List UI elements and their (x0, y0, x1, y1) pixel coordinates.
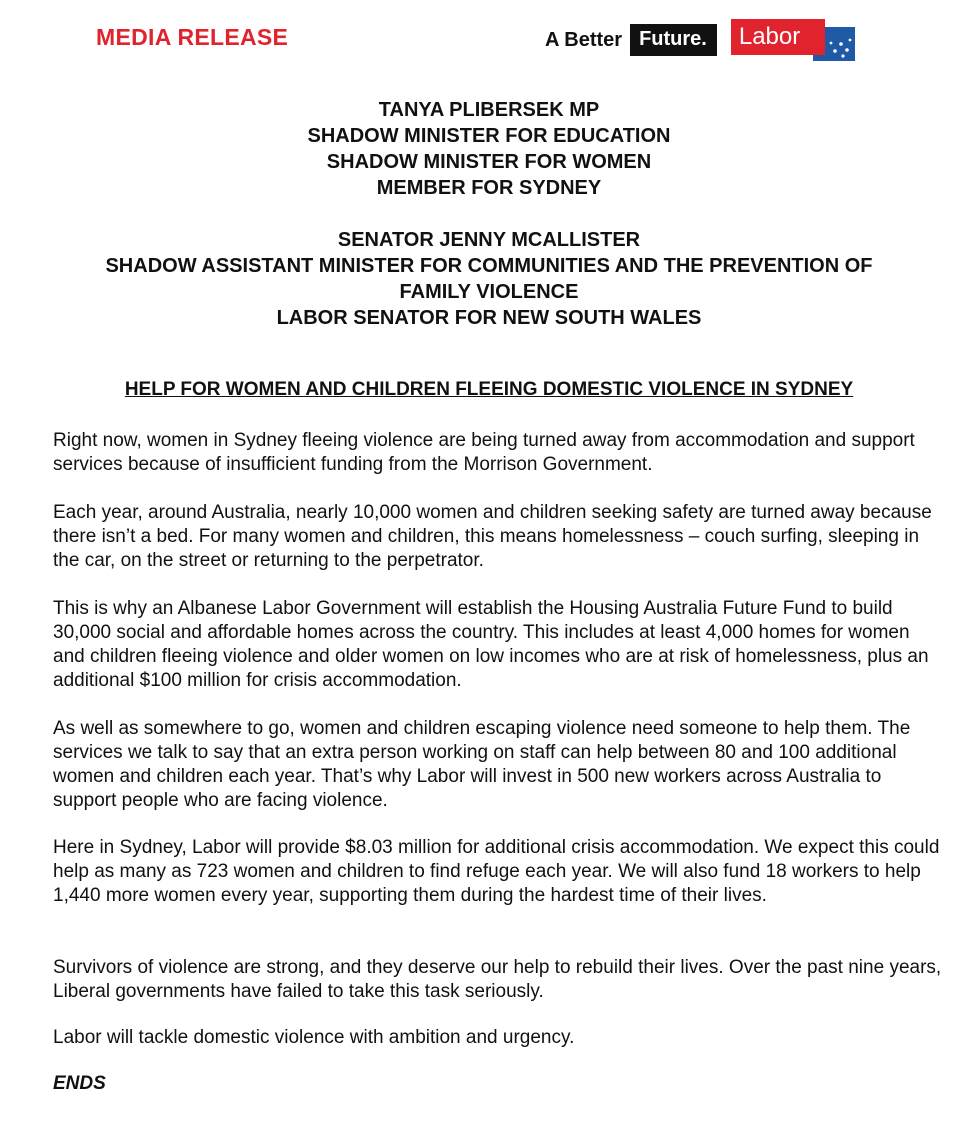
body-paragraph: Survivors of violence are strong, and they deserve our help to rebuild their lives. Over the past nine years, Liberal governments have failed to take this task seriously. (53, 957, 942, 1002)
minister-block-plibersek (0, 97, 978, 201)
tagline-text: A Better (545, 28, 623, 51)
member-title: LABOR SENATOR FOR NEW SOUTH WALES (276, 307, 702, 329)
ends-marker: ENDS (53, 1073, 106, 1094)
release-headline: HELP FOR WOMEN AND CHILDREN FLEEING DOMESTIC VIOLENCE IN SYDNEY (124, 379, 854, 400)
body-paragraph: Labor will tackle domestic violence with ambition and urgency. (53, 1027, 575, 1048)
member-name: SENATOR JENNY MCALLISTER (337, 229, 641, 251)
labor-logo-text: Labor (731, 19, 825, 55)
body-paragraph: Right now, women in Sydney fleeing violence are being turned away from accommodation and support services because of insufficient funding from the Morrison Government. (53, 430, 915, 475)
member-title: SHADOW ASSISTANT MINISTER FOR COMMUNITIES AND THE PREVENTION OF (105, 255, 873, 277)
member-title: SHADOW MINISTER FOR EDUCATION (307, 125, 671, 147)
member-title: FAMILY VIOLENCE (399, 281, 579, 303)
body-paragraph: Here in Sydney, Labor will provide $8.03 million for additional crisis accommodation. We expect this could help as many as 723 women and children to find refuge each year. We will also fund 18 workers to help 1,440 more women every year, supporting them during the hardest time of their lives. (53, 837, 940, 906)
future-badge: Future. (630, 24, 717, 56)
body-paragraph: As well as somewhere to go, women and children escaping violence need someone to help them. The services we talk to say that an extra person working on staff can help between 80 and 100 additional women and children each year. That’s why Labor will invest in 500 new workers across Australia to support people who are facing violence. (53, 718, 911, 811)
media-release-label: MEDIA RELEASE (96, 24, 289, 50)
body-paragraph: This is why an Albanese Labor Government will establish the Housing Australia Future Fund to build 30,000 social and affordable homes across the country. This includes at least 4,000 homes for women and children fleeing violence and older women on low incomes who are at risk of homelessness, plus an additional $100 million for crisis accommodation. (53, 598, 929, 691)
brand-header (545, 20, 855, 60)
minister-block-mcallister (0, 227, 978, 331)
member-name: TANYA PLIBERSEK MP (378, 99, 600, 121)
labor-logo (731, 19, 855, 61)
body-paragraph: Each year, around Australia, nearly 10,000 women and children seeking safety are turned away because there isn’t a bed. For many women and children, this means homelessness – couch surfing, sleeping in the car, on the street or returning to the perpetrator. (53, 502, 932, 571)
member-title: SHADOW MINISTER FOR WOMEN (326, 151, 652, 173)
member-title: MEMBER FOR SYDNEY (376, 177, 602, 199)
